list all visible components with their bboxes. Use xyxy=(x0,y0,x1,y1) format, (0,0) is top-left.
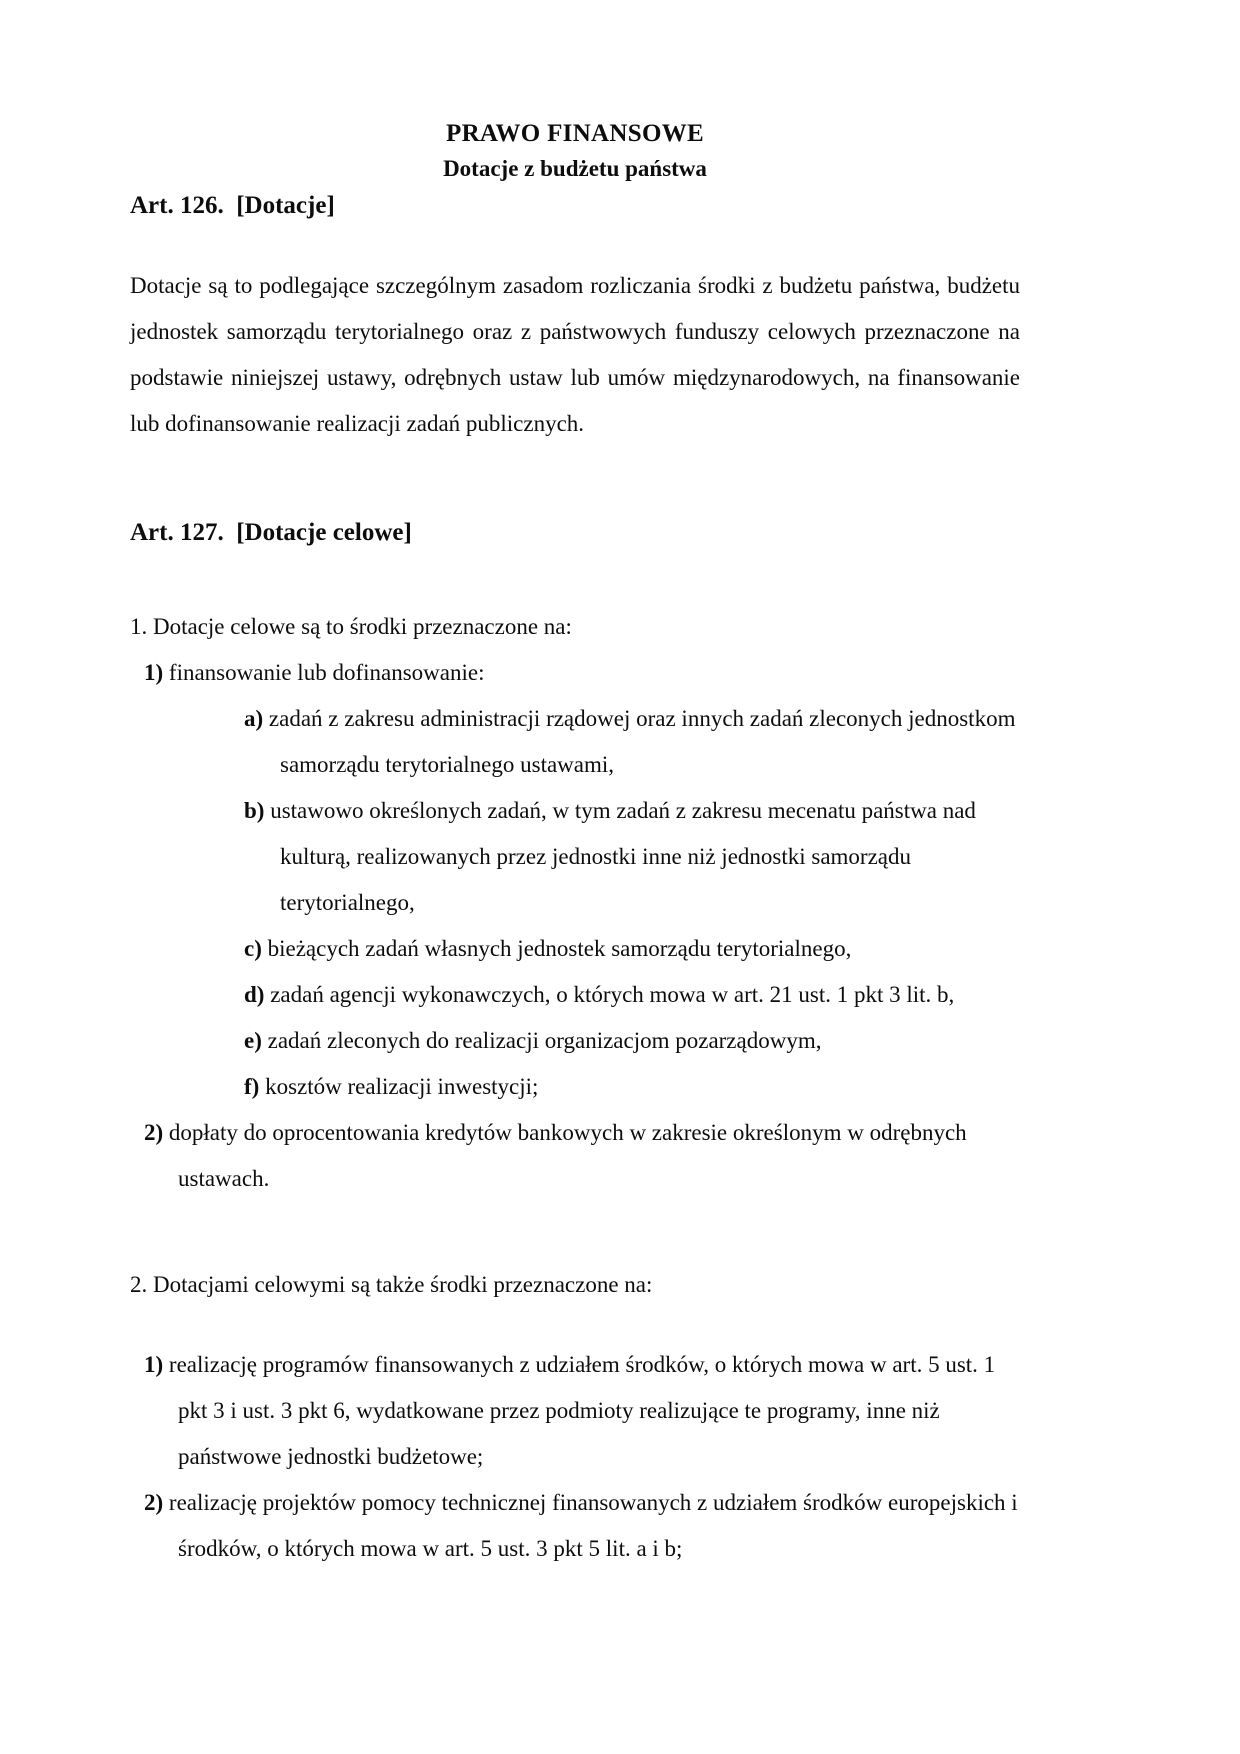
list-marker: 1) xyxy=(144,660,164,685)
list-marker: 2) xyxy=(144,1120,164,1145)
spacer xyxy=(130,1308,1020,1342)
list-item-text: dopłaty do oprocentowania kredytów bankowych w zakresie określonym w odrębnych ustawach. xyxy=(168,1120,967,1191)
list-item xyxy=(130,696,1020,788)
list-marker: c) xyxy=(244,936,262,961)
list-item-text: realizację projektów pomocy technicznej finansowanych z udziałem środków europejskich i środków, o których mowa w art. 5 ust. 3 pkt 5 lit. a i b; xyxy=(168,1490,1018,1561)
list-item-text: bieżących zadań własnych jednostek samorządu terytorialnego, xyxy=(267,936,852,961)
list-item-text: zadań zleconych do realizacji organizacjom pozarządowym, xyxy=(267,1028,822,1053)
article-126-body: Dotacje są to podlegające szczególnym zasadom rozliczania środki z budżetu państwa, budżetu jednostek samorządu terytorialnego oraz z państwowych funduszy celowych przeznaczone na podstawie niniejszej ustawy, odrębnych ustaw lub umów międzynarodowych, na finansowanie lub dofinansowanie realizacji zadań publicznych. xyxy=(130,272,1020,436)
list-item-text: finansowanie lub dofinansowanie: xyxy=(168,660,485,685)
list-item xyxy=(130,972,1020,1018)
list-item-text: zadań agencji wykonawczych, o których mowa w art. 21 ust. 1 pkt 3 lit. b, xyxy=(270,982,955,1007)
section-1-item-1 xyxy=(130,650,1020,696)
list-marker: 2) xyxy=(144,1490,164,1515)
list-marker: a) xyxy=(244,706,264,731)
section-2-item-1 xyxy=(130,1342,1020,1480)
list-marker: d) xyxy=(244,982,265,1007)
list-marker: e) xyxy=(244,1028,262,1053)
section-2-lead: 2. Dotacjami celowymi są także środki przeznaczone na: xyxy=(130,1272,653,1297)
list-marker: 1) xyxy=(144,1352,164,1377)
document-title: PRAWO FINANSOWE xyxy=(446,120,704,147)
list-item xyxy=(130,1018,1020,1064)
list-item xyxy=(130,788,1020,926)
list-marker: f) xyxy=(244,1074,260,1099)
article-126-heading: Art. 126. [Dotacje] xyxy=(130,192,335,219)
section-1-item-2 xyxy=(130,1110,1020,1202)
list-marker: b) xyxy=(244,798,265,823)
list-item-text: realizację programów finansowanych z udziałem środków, o których mowa w art. 5 ust. 1 pkt 3 i ust. 3 pkt 6, wydatkowane przez podmioty realizujące te programy, inne niż państwowe jednostki budżetowe; xyxy=(168,1352,996,1469)
document-subtitle: Dotacje z budżetu państwa xyxy=(443,156,707,182)
section-1-lead: 1. Dotacje celowe są to środki przeznaczone na: xyxy=(130,614,572,639)
list-item xyxy=(130,1064,1020,1110)
list-item-text: kosztów realizacji inwestycji; xyxy=(265,1074,539,1099)
article-127-heading: Art. 127. [Dotacje celowe] xyxy=(130,518,412,546)
list-item xyxy=(130,926,1020,972)
section-2-item-2 xyxy=(130,1480,1020,1572)
list-item-text: ustawowo określonych zadań, w tym zadań z zakresu mecenatu państwa nad kulturą, realizowanych przez jednostki inne niż jednostki samorządu terytorialnego, xyxy=(270,798,976,915)
list-item-text: zadań z zakresu administracji rządowej oraz innych zadań zleconych jednostkom samorządu terytorialnego ustawami, xyxy=(268,706,1016,777)
document-content xyxy=(130,118,1020,1572)
